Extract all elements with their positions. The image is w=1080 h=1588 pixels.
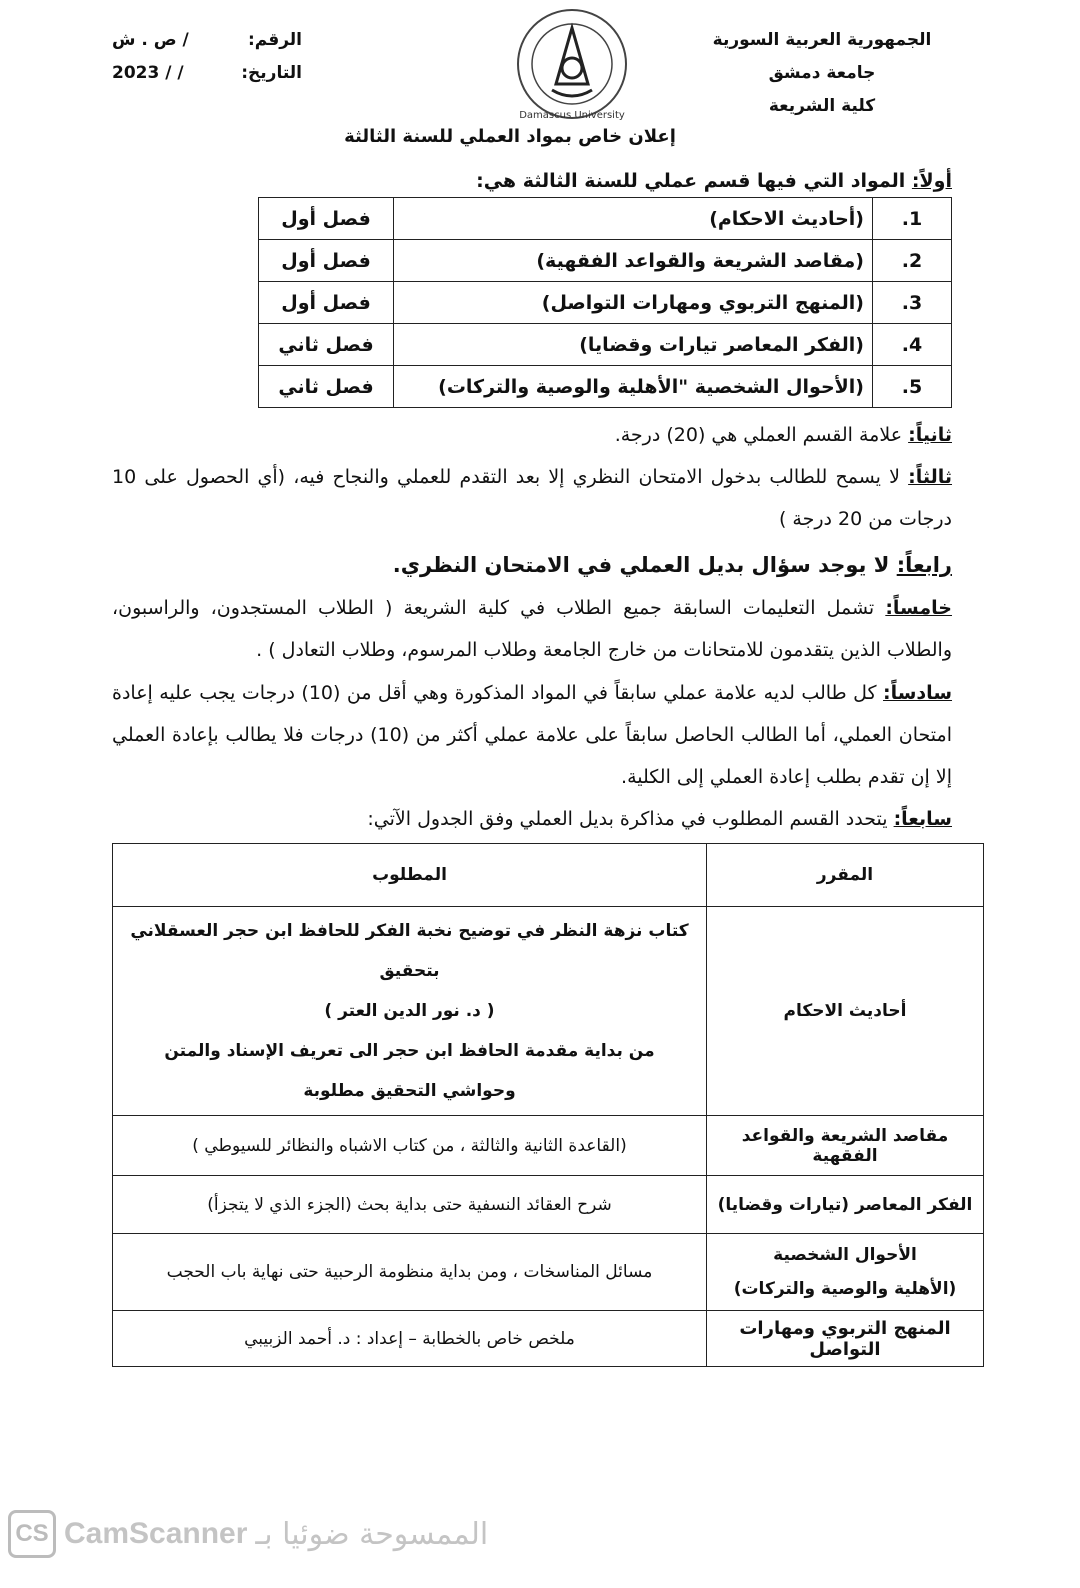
row-semester: فصل أول	[259, 282, 394, 324]
section-1	[112, 160, 952, 202]
university-seal	[512, 6, 632, 126]
required-line: ( د. نور الدين العتر )	[324, 1001, 495, 1021]
row-course: أحاديث الاحكام	[707, 907, 984, 1116]
table-row	[259, 324, 952, 366]
row-course: الفكر المعاصر (تيارات وقضايا)	[707, 1176, 984, 1234]
section-7-text: يتحدد القسم المطلوب في مذاكرة بديل العملي وفق الجدول الآتي:	[367, 808, 888, 830]
section-7-heading: سابعاً:	[893, 808, 952, 830]
section-1-text: المواد التي فيها قسم عملي للسنة الثالثة هي:	[476, 170, 906, 192]
header-line-country: الجمهورية العربية السورية	[712, 30, 932, 50]
col-required-header: المطلوب	[113, 844, 707, 907]
date-label: التاريخ:	[241, 63, 302, 83]
table-row	[113, 1234, 984, 1311]
row-course: المنهج التربوي ومهارات التواصل	[707, 1311, 984, 1367]
row-subject: (مقاصد الشريعة والقواعد الفقهية)	[394, 240, 873, 282]
row-semester: فصل ثاني	[259, 324, 394, 366]
row-required: (القاعدة الثانية والثالثة ، من كتاب الاشباه والنظائر للسيوطي )	[113, 1116, 707, 1176]
announcement-title: إعلان خاص بمواد العملي للسنة الثالثة	[344, 126, 676, 147]
header-reference	[112, 24, 302, 90]
section-5	[112, 587, 952, 671]
row-number: 1.	[873, 198, 952, 240]
header-line-university: جامعة دمشق	[768, 63, 876, 83]
section-2-heading: ثانياً:	[908, 424, 952, 446]
section-3	[112, 456, 952, 540]
number-value: / ص . ش	[112, 30, 189, 50]
required-line: وحواشي التحقيق مطلوبة	[303, 1081, 516, 1101]
section-2	[112, 414, 952, 456]
watermark-brand: CamScanner	[64, 1517, 248, 1550]
seal-text: Damascus University	[519, 110, 625, 121]
section-4	[112, 544, 952, 586]
row-number: 5.	[873, 366, 952, 408]
row-subject: (المنهج التربوي ومهارات التواصل)	[394, 282, 873, 324]
section-5-text: تشمل التعليمات السابقة جميع الطلاب في كلية الشريعة ( الطلاب المستجدون، والراسبون، والطلاب الذين يتقدمون للامتحانات من خارج الجامعة وطلاب المرسوم، وطلاب التعادل ) .	[112, 597, 952, 661]
header-line-faculty: كلية الشريعة	[768, 96, 876, 116]
table-row	[259, 366, 952, 408]
required-line: من بداية مقدمة الحافظ ابن حجر الى تعريف الإسناد والمتن	[164, 1041, 655, 1061]
row-course: الأحوال الشخصية (الأهلية والوصية والتركات)	[707, 1234, 984, 1311]
requirements-table	[112, 843, 984, 1367]
table-row	[113, 1176, 984, 1234]
camscanner-watermark	[8, 1510, 488, 1558]
row-number: 2.	[873, 240, 952, 282]
table-row	[113, 1311, 984, 1367]
row-subject: (الأحوال الشخصية "الأهلية والوصية والتركات)	[394, 366, 873, 408]
section-2-text: علامة القسم العملي هي (20) درجة.	[614, 424, 903, 446]
row-required	[113, 907, 707, 1116]
watermark-text: الممسوحة ضوئيا بـ	[255, 1516, 489, 1552]
row-number: 4.	[873, 324, 952, 366]
required-line: كتاب نزهة النظر في توضيح نخبة الفكر للحافظ ابن حجر العسقلاني بتحقيق	[130, 921, 689, 981]
section-6-text: كل طالب لديه علامة عملي سابقاً في المواد المذكورة وهي أقل من (10) درجات يجب عليه إعادة امتحان العملي، أما الطالب الحاصل سابقاً على علامة عملي أكثر من (10) درجات فلا يطالب بإعادة العملي إلا إن تقدم بطلب إعادة العملي إلى الكلية.	[112, 682, 952, 788]
table-row	[259, 282, 952, 324]
col-course-header: المقرر	[707, 844, 984, 907]
row-semester: فصل أول	[259, 198, 394, 240]
row-semester: فصل ثاني	[259, 366, 394, 408]
table-row	[113, 907, 984, 1116]
section-1-heading: أولاً:	[911, 170, 952, 192]
table-row	[113, 1116, 984, 1176]
section-4-text: لا يوجد سؤال بديل العملي في الامتحان النظري.	[392, 553, 890, 577]
subjects-table	[258, 197, 952, 408]
section-5-heading: خامساً:	[885, 597, 952, 619]
row-semester: فصل أول	[259, 240, 394, 282]
section-3-heading: ثالثاً:	[908, 466, 952, 488]
row-subject: (أحاديث الاحكام)	[394, 198, 873, 240]
section-3-text: لا يسمح للطالب بدخول الامتحان النظري إلا بعد التقدم للعملي والنجاح فيه، (أي الحصول على 10 درجات من 20 درجة )	[112, 466, 952, 530]
section-6-heading: سادساً:	[883, 682, 953, 704]
section-6	[112, 672, 952, 798]
date-value: / / 2023	[112, 63, 184, 83]
row-subject: (الفكر المعاصر تيارات وقضايا)	[394, 324, 873, 366]
section-4-heading: رابعاً:	[896, 553, 952, 577]
row-required: مسائل المناسخات ، ومن بداية منظومة الرحبية حتى نهاية باب الحجب	[113, 1234, 707, 1311]
number-label: الرقم:	[247, 30, 302, 50]
row-course: مقاصد الشريعة والقواعد الفقهية	[707, 1116, 984, 1176]
header-institution	[692, 24, 952, 123]
row-number: 3.	[873, 282, 952, 324]
row-required: شرح العقائد النسفية حتى بداية بحث (الجزء الذي لا يتجزأ)	[113, 1176, 707, 1234]
camscanner-logo-icon: CS	[8, 1510, 56, 1558]
row-required: ملخص خاص بالخطابة – إعداد : د. أحمد الزبيبي	[113, 1311, 707, 1367]
section-7	[112, 798, 952, 840]
table-row	[259, 240, 952, 282]
table-header-row	[113, 844, 984, 907]
table-row	[259, 198, 952, 240]
